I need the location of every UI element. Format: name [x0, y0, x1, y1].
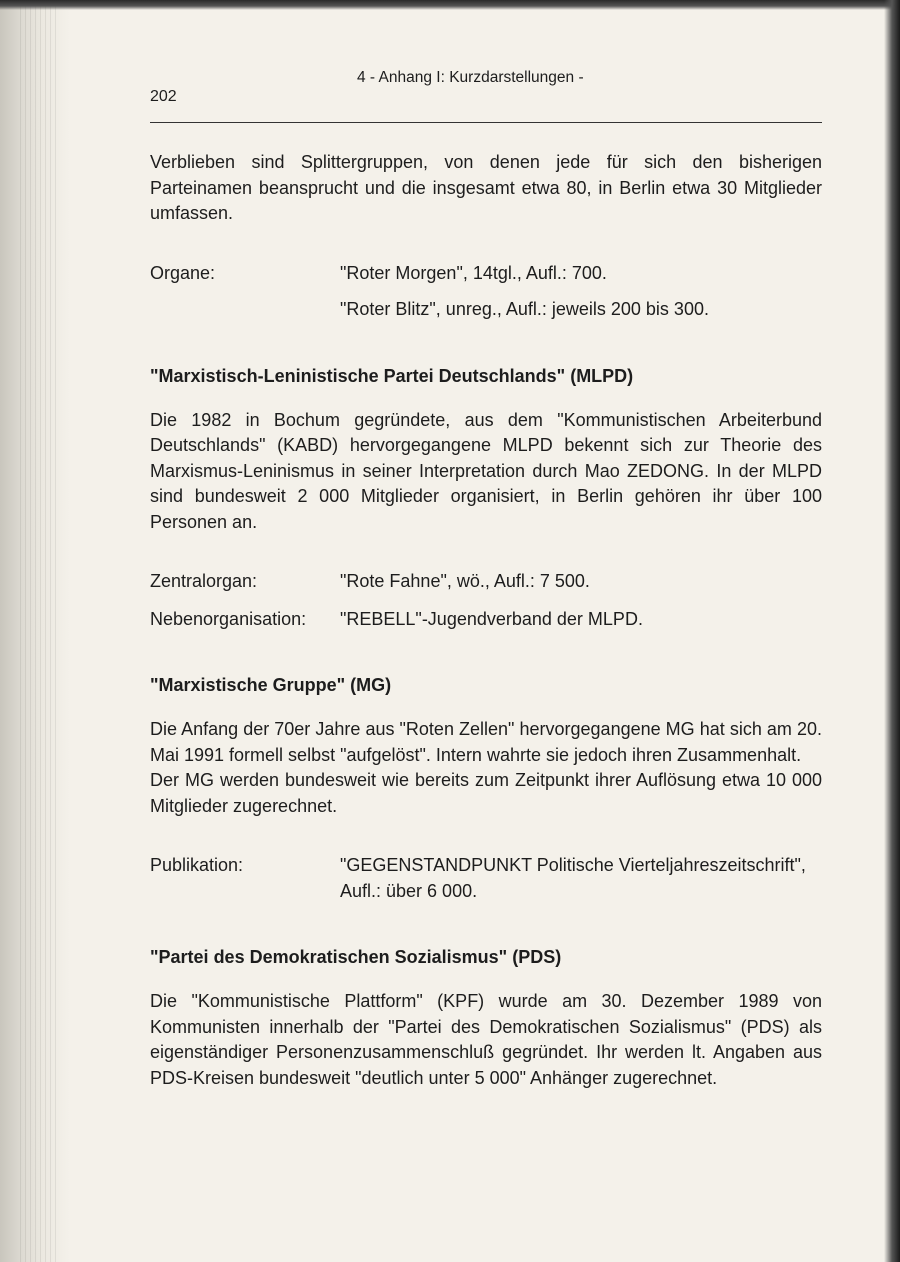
organe-list	[340, 261, 822, 323]
organe-item: "Roter Morgen", 14tgl., Aufl.: 700.	[340, 262, 607, 283]
publikation-label: Publikation:	[150, 855, 244, 875]
scan-top-edge	[0, 0, 900, 10]
pds-paragraph: Die "Kommunistische Plattform" (KPF) wurde am 30. Dezember 1989 von Kommunisten innerhalb der "Partei des Demokratischen Sozialismus" (PDS) als eigenständiger Personenzusammenschluß gegründet. Ihr werden lt. Angaben aus PDS-Kreisen bundesweit "deutlich unter 5 000" Anhänger zugerechnet.	[150, 991, 822, 1088]
running-head: 4 - Anhang I: Kurzdarstellungen -	[357, 69, 584, 86]
nebenorganisation-label: Nebenorganisation:	[150, 608, 307, 629]
page-stack-edges	[20, 0, 60, 1262]
organe-entry	[150, 261, 822, 323]
header-rule	[150, 122, 822, 123]
organe-label: Organe:	[150, 262, 216, 283]
page-number: 202	[150, 88, 177, 105]
mlpd-paragraph: Die 1982 in Bochum gegründete, aus dem "Kommunistischen Arbeiterbund Deutschlands" (KABD) hervorgegangene MLPD bekennt sich zur Theorie des Marxismus-Leninismus in seiner Interpretation durch Mao ZEDONG. In der MLPD sind bundesweit 2 000 Mitglieder organisiert, in Berlin gehören ihr über 100 Personen an.	[150, 409, 822, 532]
mg-heading: "Marxistische Gruppe" (MG)	[150, 675, 392, 695]
nebenorganisation-entry	[150, 607, 822, 633]
zentralorgan-label: Zentralorgan:	[150, 571, 258, 591]
mg-paragraph-1: Die Anfang der 70er Jahre aus "Roten Zellen" hervorgegangene MG hat sich am 20. Mai 1991 formell selbst "aufgelöst". Intern wahrte sie jedoch ihren Zusammenhalt.	[150, 719, 822, 765]
publikation-entry	[150, 853, 822, 904]
organe-item: "Roter Blitz", unreg., Aufl.: jeweils 200 bis 300.	[340, 299, 709, 319]
intro-paragraph: Verblieben sind Splittergruppen, von denen jede für sich den bisherigen Parteinamen beansprucht und die insgesamt etwa 80, in Berlin etwa 30 Mitglieder umfassen.	[150, 152, 822, 223]
publikation-value: "GEGENSTANDPUNKT Politische Vierteljahreszeitschrift", Aufl.: über 6 000.	[340, 855, 806, 901]
pds-heading: "Partei des Demokratischen Sozialismus" (PDS)	[150, 947, 562, 967]
page-body	[150, 150, 822, 1091]
zentralorgan-value: "Rote Fahne", wö., Aufl.: 7 500.	[340, 571, 590, 591]
mlpd-heading: "Marxistisch-Leninistische Partei Deutschlands" (MLPD)	[150, 365, 634, 386]
nebenorganisation-value: "REBELL"-Jugendverband der MLPD.	[340, 608, 643, 629]
scan-right-edge	[884, 0, 900, 1262]
zentralorgan-entry	[150, 569, 822, 595]
mg-paragraph-2: Der MG werden bundesweit wie bereits zum Zeitpunkt ihrer Auflösung etwa 10 000 Mitglieder zugerechnet.	[150, 770, 822, 816]
